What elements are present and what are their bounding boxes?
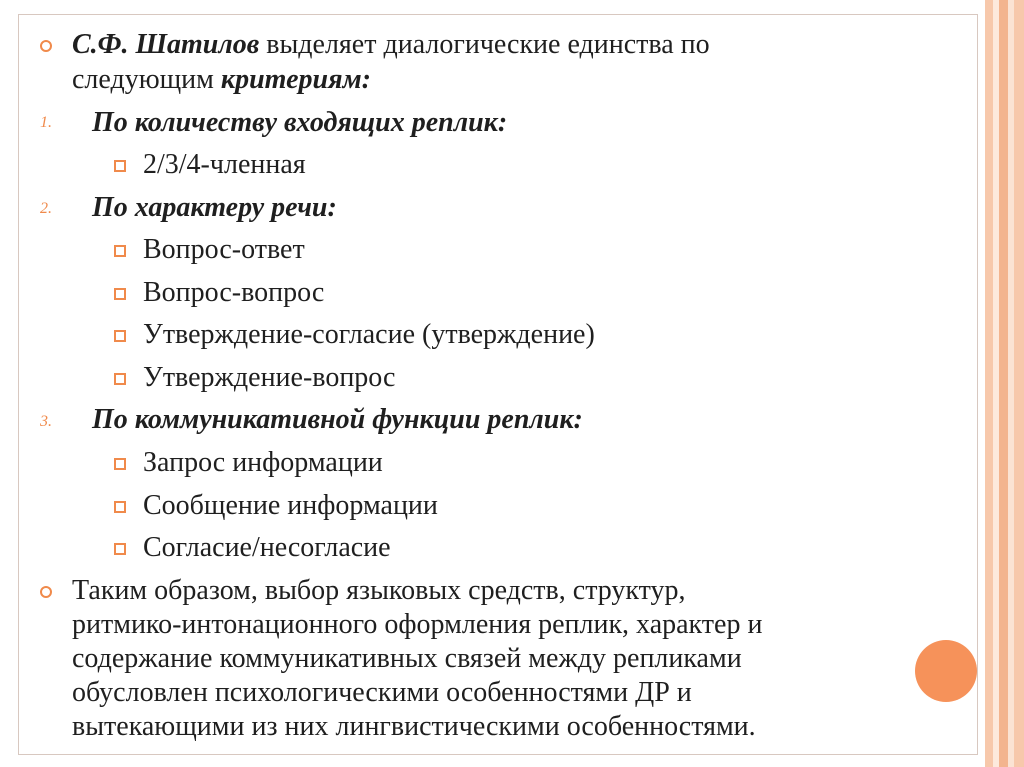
conclusion-line: обусловлен психологическими особенностями ДР и xyxy=(72,677,692,708)
criterion-item: 2/3/4-членная xyxy=(143,149,306,180)
criterion-item: Вопрос-вопрос xyxy=(143,277,325,308)
intro-keyword: критериям: xyxy=(220,64,371,95)
criterion-item: Запрос информации xyxy=(143,447,383,478)
intro-author: С.Ф. Шатилов xyxy=(72,29,260,60)
intro-text-2: следующим xyxy=(72,64,221,95)
square-bullet-icon xyxy=(114,330,126,342)
square-bullet-icon xyxy=(114,373,126,385)
criterion-number: 1. xyxy=(40,114,52,131)
criterion-item: Вопрос-ответ xyxy=(143,234,305,265)
criterion-item: Утверждение-согласие (утверждение) xyxy=(143,319,595,350)
intro-text-1: выделяет диалогические единства по xyxy=(259,29,710,60)
criterion-item: Сообщение информации xyxy=(143,490,438,521)
criterion-number: 3. xyxy=(40,413,52,430)
criterion-title: По коммуникативной функции реплик: xyxy=(92,404,583,435)
round-bullet-icon xyxy=(40,40,52,52)
square-bullet-icon xyxy=(114,458,126,470)
square-bullet-icon xyxy=(114,501,126,513)
criterion-item: Согласие/несогласие xyxy=(143,532,391,563)
conclusion-line: ритмико-интонационного оформления реплик, характер и xyxy=(72,609,763,640)
conclusion-line: Таким образом, выбор языковых средств, структур, xyxy=(72,575,686,606)
criterion-item: Утверждение-вопрос xyxy=(143,362,396,393)
decor-stripe xyxy=(999,0,1008,767)
intro-line-1 xyxy=(72,28,710,62)
decor-stripe xyxy=(985,0,993,767)
square-bullet-icon xyxy=(114,245,126,257)
conclusion-line: вытекающими из них лингвистическими особенностями. xyxy=(72,711,756,742)
decor-stripe xyxy=(1014,0,1024,767)
conclusion-line: содержание коммуникативных связей между репликами xyxy=(72,643,742,674)
square-bullet-icon xyxy=(114,160,126,172)
criterion-title: По количеству входящих реплик: xyxy=(92,107,508,138)
criterion-title: По характеру речи: xyxy=(92,192,337,223)
square-bullet-icon xyxy=(114,288,126,300)
square-bullet-icon xyxy=(114,543,126,555)
criterion-number: 2. xyxy=(40,200,52,217)
intro-line-2 xyxy=(72,63,371,97)
round-bullet-icon xyxy=(40,586,52,598)
